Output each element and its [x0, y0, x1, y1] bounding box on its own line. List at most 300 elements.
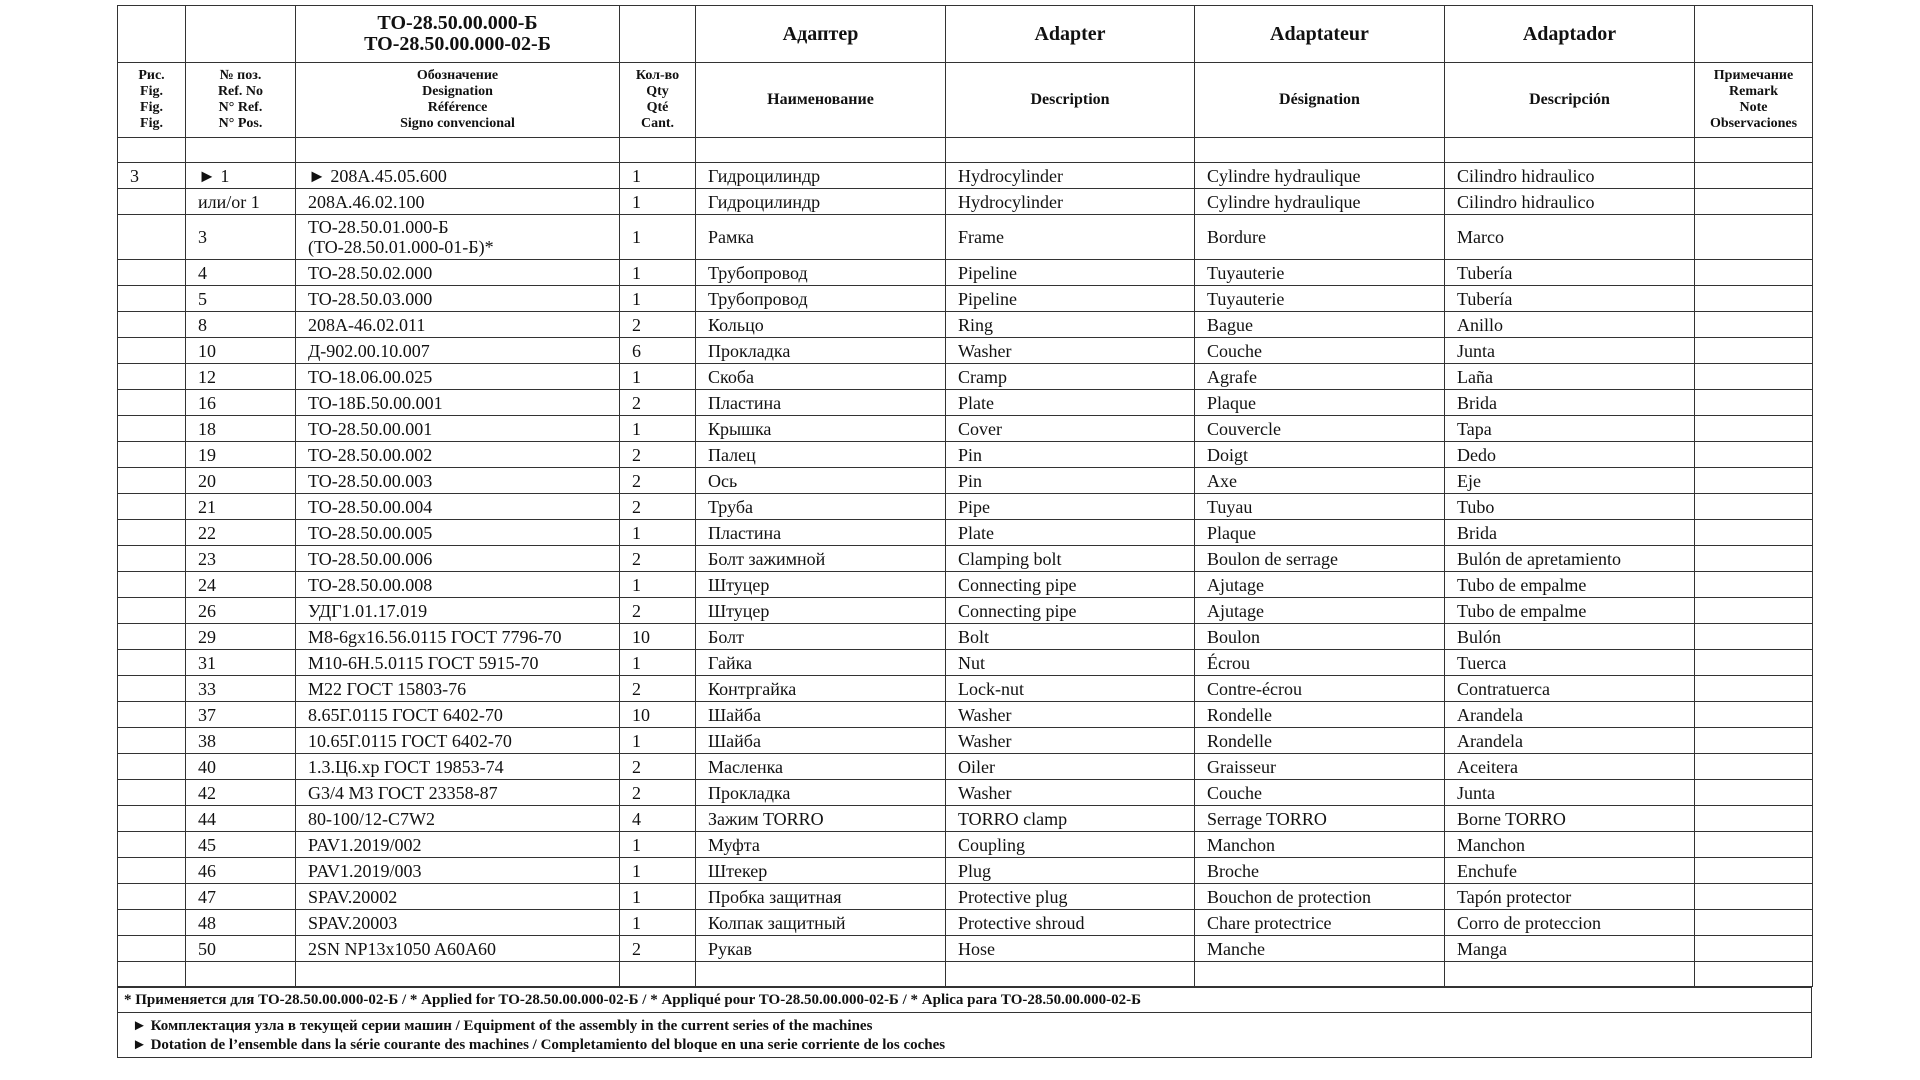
table-row — [118, 364, 1813, 390]
cell-name-fr: Manche — [1195, 936, 1445, 962]
cell-designation: М10-6Н.5.0115 ГОСТ 5915-70 — [296, 650, 620, 676]
cell-name-es: Manchon — [1445, 832, 1695, 858]
cell-name-en: Pin — [946, 442, 1195, 468]
empty-cell — [1695, 962, 1813, 987]
cell-designation: 1.3.Ц6.хр ГОСТ 19853-74 — [296, 754, 620, 780]
column-header-line: Кол-во — [635, 68, 680, 83]
cell-name-ru: Прокладка — [696, 780, 946, 806]
cell-name-fr: Bague — [1195, 312, 1445, 338]
cell-name-fr: Cylindre hydraulique — [1195, 163, 1445, 189]
table-row — [118, 260, 1813, 286]
cell-name-ru: Болт — [696, 624, 946, 650]
header-blank-note — [1695, 6, 1813, 63]
cell-name-en: Protective shroud — [946, 910, 1195, 936]
empty-cell — [118, 962, 186, 987]
cell-name-es: Tapón protector — [1445, 884, 1695, 910]
column-header-line: Ref. No — [217, 84, 264, 99]
table-row — [118, 936, 1813, 962]
cell-note — [1695, 364, 1813, 390]
table-row — [118, 728, 1813, 754]
cell-pos: 45 — [186, 832, 296, 858]
cell-qty: 1 — [620, 189, 696, 215]
cell-pos: или/or 1 — [186, 189, 296, 215]
cell-name-fr: Plaque — [1195, 520, 1445, 546]
cell-pos: 33 — [186, 676, 296, 702]
cell-designation: 8.65Г.0115 ГОСТ 6402-70 — [296, 702, 620, 728]
cell-name-es: Junta — [1445, 780, 1695, 806]
cell-pos: 26 — [186, 598, 296, 624]
cell-pos: 16 — [186, 390, 296, 416]
cell-name-ru: Скоба — [696, 364, 946, 390]
cell-name-fr: Couvercle — [1195, 416, 1445, 442]
cell-name-ru: Палец — [696, 442, 946, 468]
cell-name-es: Aceitera — [1445, 754, 1695, 780]
equipment-note-line-2: ► Dotation de l’ensemble dans la série courante des machines / Completamiento del bloque en una serie corriente de los coches — [132, 1037, 946, 1053]
table-row — [118, 910, 1813, 936]
cell-name-fr: Tuyauterie — [1195, 286, 1445, 312]
empty-cell — [946, 962, 1195, 987]
empty-cell — [186, 962, 296, 987]
table-row — [118, 650, 1813, 676]
cell-name-es: Tubería — [1445, 260, 1695, 286]
cell-name-fr: Serrage TORRO — [1195, 806, 1445, 832]
cell-fig — [118, 754, 186, 780]
cell-name-en: Nut — [946, 650, 1195, 676]
cell-qty: 2 — [620, 494, 696, 520]
cell-fig — [118, 910, 186, 936]
empty-cell — [946, 138, 1195, 163]
cell-name-en: Hose — [946, 936, 1195, 962]
cell-name-ru: Штуцер — [696, 598, 946, 624]
column-header-fig — [118, 63, 186, 138]
cell-pos: 4 — [186, 260, 296, 286]
table-row — [118, 832, 1813, 858]
cell-designation: Д-902.00.10.007 — [296, 338, 620, 364]
table-row — [118, 884, 1813, 910]
cell-name-es: Arandela — [1445, 702, 1695, 728]
cell-qty: 6 — [620, 338, 696, 364]
cell-name-en: Bolt — [946, 624, 1195, 650]
column-header-qty — [620, 63, 696, 138]
cell-fig — [118, 189, 186, 215]
cell-name-fr: Rondelle — [1195, 702, 1445, 728]
table-row — [118, 416, 1813, 442]
cell-qty: 1 — [620, 416, 696, 442]
cell-pos: 31 — [186, 650, 296, 676]
cell-fig — [118, 312, 186, 338]
cell-designation: PAV1.2019/003 — [296, 858, 620, 884]
cell-pos: 50 — [186, 936, 296, 962]
cell-note — [1695, 390, 1813, 416]
cell-name-en: Plate — [946, 520, 1195, 546]
table-row — [118, 598, 1813, 624]
cell-name-es: Junta — [1445, 338, 1695, 364]
column-header-line: N° Pos. — [218, 116, 263, 131]
column-header-name-es: Descripción — [1445, 63, 1695, 138]
cell-qty: 1 — [620, 163, 696, 189]
cell-name-es: Arandela — [1445, 728, 1695, 754]
cell-note — [1695, 936, 1813, 962]
cell-designation — [296, 215, 620, 260]
cell-qty: 2 — [620, 598, 696, 624]
cell-note — [1695, 286, 1813, 312]
column-header-line: Référence — [427, 100, 488, 115]
assembly-designation-2: ТО-28.50.00.000-02-Б — [364, 33, 551, 55]
column-header-line: Обозначение — [416, 68, 499, 83]
cell-qty: 1 — [620, 832, 696, 858]
cell-pos: 18 — [186, 416, 296, 442]
column-header-pos — [186, 63, 296, 138]
parts-list-sheet — [117, 5, 1812, 1058]
cell-qty: 2 — [620, 468, 696, 494]
cell-qty: 1 — [620, 910, 696, 936]
cell-pos: ► 1 — [186, 163, 296, 189]
column-header-line: Fig. — [140, 84, 163, 99]
cell-name-ru: Рамка — [696, 215, 946, 260]
empty-cell — [1195, 138, 1445, 163]
cell-fig — [118, 806, 186, 832]
cell-pos: 29 — [186, 624, 296, 650]
cell-qty: 2 — [620, 546, 696, 572]
spacer-row-top — [118, 138, 1813, 163]
assembly-name-ru: Адаптер — [696, 6, 946, 63]
column-header-note — [1695, 63, 1813, 138]
column-header-line: Примечание — [1713, 68, 1794, 83]
cell-name-ru: Колпак защитный — [696, 910, 946, 936]
cell-name-en: Washer — [946, 728, 1195, 754]
table-row — [118, 806, 1813, 832]
column-header-line: Designation — [422, 84, 493, 99]
cell-name-en: Coupling — [946, 832, 1195, 858]
cell-fig — [118, 442, 186, 468]
cell-pos: 24 — [186, 572, 296, 598]
cell-fig — [118, 364, 186, 390]
table-row — [118, 702, 1813, 728]
table-row — [118, 286, 1813, 312]
cell-note — [1695, 676, 1813, 702]
cell-fig — [118, 416, 186, 442]
table-row — [118, 624, 1813, 650]
cell-designation: 2SN NP13x1050 A60A60 — [296, 936, 620, 962]
cell-name-fr: Boulon — [1195, 624, 1445, 650]
cell-designation: ► 208А.45.05.600 — [296, 163, 620, 189]
cell-qty: 1 — [620, 650, 696, 676]
cell-name-ru: Трубопровод — [696, 286, 946, 312]
cell-pos: 20 — [186, 468, 296, 494]
cell-qty: 2 — [620, 754, 696, 780]
cell-pos: 37 — [186, 702, 296, 728]
cell-name-es: Borne TORRO — [1445, 806, 1695, 832]
cell-name-es: Cilindro hidraulico — [1445, 189, 1695, 215]
column-header-line: Observaciones — [1709, 116, 1798, 131]
cell-note — [1695, 572, 1813, 598]
table-row — [118, 754, 1813, 780]
cell-pos: 48 — [186, 910, 296, 936]
assembly-name-es: Adaptador — [1445, 6, 1695, 63]
cell-name-en: Cramp — [946, 364, 1195, 390]
cell-designation: SPAV.20003 — [296, 910, 620, 936]
cell-name-en: Washer — [946, 780, 1195, 806]
cell-designation: ТО-28.50.00.003 — [296, 468, 620, 494]
table-row — [118, 312, 1813, 338]
cell-name-ru: Пластина — [696, 520, 946, 546]
cell-fig — [118, 286, 186, 312]
cell-name-fr: Écrou — [1195, 650, 1445, 676]
cell-name-ru: Гидроцилиндр — [696, 163, 946, 189]
cell-note — [1695, 520, 1813, 546]
cell-note — [1695, 832, 1813, 858]
cell-name-ru: Болт зажимной — [696, 546, 946, 572]
column-header-line: Qté — [646, 100, 669, 115]
cell-qty: 2 — [620, 312, 696, 338]
empty-cell — [296, 138, 620, 163]
cell-note — [1695, 546, 1813, 572]
cell-name-ru: Масленка — [696, 754, 946, 780]
cell-fig — [118, 494, 186, 520]
cell-designation: ТО-28.50.03.000 — [296, 286, 620, 312]
table-row — [118, 390, 1813, 416]
cell-name-ru: Гидроцилиндр — [696, 189, 946, 215]
cell-name-fr: Cylindre hydraulique — [1195, 189, 1445, 215]
cell-name-en: Pipeline — [946, 286, 1195, 312]
cell-fig — [118, 520, 186, 546]
cell-fig — [118, 572, 186, 598]
column-header-line: N° Ref. — [218, 100, 263, 115]
header-blank-pos — [186, 6, 296, 63]
cell-name-en: Oiler — [946, 754, 1195, 780]
cell-fig — [118, 676, 186, 702]
cell-qty: 2 — [620, 676, 696, 702]
cell-designation: УДГ1.01.17.019 — [296, 598, 620, 624]
cell-name-es: Eje — [1445, 468, 1695, 494]
cell-name-es: Laña — [1445, 364, 1695, 390]
cell-pos: 10 — [186, 338, 296, 364]
cell-name-fr: Agrafe — [1195, 364, 1445, 390]
cell-name-en: Hydrocylinder — [946, 189, 1195, 215]
cell-designation: PAV1.2019/002 — [296, 832, 620, 858]
empty-cell — [1445, 962, 1695, 987]
cell-name-fr: Ajutage — [1195, 598, 1445, 624]
cell-note — [1695, 728, 1813, 754]
cell-name-en: Frame — [946, 215, 1195, 260]
cell-pos: 12 — [186, 364, 296, 390]
cell-name-ru: Шайба — [696, 728, 946, 754]
cell-qty: 10 — [620, 624, 696, 650]
table-row — [118, 780, 1813, 806]
cell-designation: ТО-28.50.00.002 — [296, 442, 620, 468]
cell-name-fr: Chare protectrice — [1195, 910, 1445, 936]
spacer-row-bottom — [118, 962, 1813, 987]
column-header-line: № поз. — [219, 68, 262, 83]
cell-designation: 80-100/12-C7W2 — [296, 806, 620, 832]
cell-designation: ТО-18.06.00.025 — [296, 364, 620, 390]
cell-name-es: Dedo — [1445, 442, 1695, 468]
empty-cell — [696, 138, 946, 163]
cell-fig — [118, 884, 186, 910]
cell-name-fr: Tuyauterie — [1195, 260, 1445, 286]
cell-pos: 40 — [186, 754, 296, 780]
empty-cell — [296, 962, 620, 987]
table-row — [118, 338, 1813, 364]
applied-note: * Применяется для ТО-28.50.00.000-02-Б / * Applied for ТО-28.50.00.000-02-Б / * Appliqué pour ТО-28.50.00.000-02-Б / * Aplica para ТО-28.50.00.000-02-Б — [118, 987, 1811, 1013]
cell-name-en: Connecting pipe — [946, 598, 1195, 624]
cell-name-fr: Couche — [1195, 338, 1445, 364]
cell-name-ru: Труба — [696, 494, 946, 520]
designation-line-alt: (ТО-28.50.01.000-01-Б)* — [308, 237, 494, 257]
cell-designation: 208А.46.02.100 — [296, 189, 620, 215]
cell-note — [1695, 858, 1813, 884]
cell-name-es: Tapa — [1445, 416, 1695, 442]
empty-cell — [1695, 138, 1813, 163]
cell-qty: 1 — [620, 728, 696, 754]
table-row — [118, 858, 1813, 884]
cell-name-ru: Рукав — [696, 936, 946, 962]
cell-name-fr: Manchon — [1195, 832, 1445, 858]
cell-note — [1695, 215, 1813, 260]
cell-name-en: Hydrocylinder — [946, 163, 1195, 189]
cell-name-es: Corro de proteccion — [1445, 910, 1695, 936]
cell-name-en: Pipe — [946, 494, 1195, 520]
cell-name-ru: Гайка — [696, 650, 946, 676]
cell-note — [1695, 754, 1813, 780]
header-row-titles — [118, 6, 1813, 63]
column-header-name-ru: Наименование — [696, 63, 946, 138]
cell-designation: 10.65Г.0115 ГОСТ 6402-70 — [296, 728, 620, 754]
cell-qty: 1 — [620, 884, 696, 910]
cell-note — [1695, 468, 1813, 494]
empty-cell — [620, 962, 696, 987]
table-row — [118, 468, 1813, 494]
header-blank-qty — [620, 6, 696, 63]
cell-name-es: Bulón — [1445, 624, 1695, 650]
cell-name-ru: Крышка — [696, 416, 946, 442]
cell-name-ru: Пластина — [696, 390, 946, 416]
cell-designation: ТО-28.50.00.008 — [296, 572, 620, 598]
cell-name-es: Anillo — [1445, 312, 1695, 338]
column-header-designation — [296, 63, 620, 138]
empty-cell — [1195, 962, 1445, 987]
table-row — [118, 494, 1813, 520]
cell-name-es: Tubo de empalme — [1445, 572, 1695, 598]
cell-name-ru: Трубопровод — [696, 260, 946, 286]
cell-pos: 5 — [186, 286, 296, 312]
cell-name-fr: Plaque — [1195, 390, 1445, 416]
cell-name-fr: Ajutage — [1195, 572, 1445, 598]
cell-name-ru: Зажим TORRO — [696, 806, 946, 832]
cell-note — [1695, 624, 1813, 650]
cell-name-es: Cilindro hidraulico — [1445, 163, 1695, 189]
cell-name-es: Tuerca — [1445, 650, 1695, 676]
cell-name-ru: Контргайка — [696, 676, 946, 702]
table-row — [118, 676, 1813, 702]
cell-note — [1695, 598, 1813, 624]
cell-note — [1695, 442, 1813, 468]
cell-designation: ТО-28.50.00.001 — [296, 416, 620, 442]
cell-name-es: Contratuerca — [1445, 676, 1695, 702]
cell-note — [1695, 163, 1813, 189]
header-row-columns — [118, 63, 1813, 138]
cell-name-fr: Graisseur — [1195, 754, 1445, 780]
cell-note — [1695, 260, 1813, 286]
cell-fig — [118, 936, 186, 962]
cell-name-fr: Contre-écrou — [1195, 676, 1445, 702]
cell-name-ru: Штекер — [696, 858, 946, 884]
cell-pos: 38 — [186, 728, 296, 754]
cell-name-en: Plug — [946, 858, 1195, 884]
table-row — [118, 189, 1813, 215]
table-row — [118, 163, 1813, 189]
cell-name-fr: Axe — [1195, 468, 1445, 494]
equipment-note-line-1: ► Комплектация узла в текущей серии машин / Equipment of the assembly in the current series of the machines — [132, 1018, 873, 1034]
cell-name-en: TORRO clamp — [946, 806, 1195, 832]
cell-designation: М22 ГОСТ 15803-76 — [296, 676, 620, 702]
cell-designation: ТО-28.50.02.000 — [296, 260, 620, 286]
cell-name-ru: Ось — [696, 468, 946, 494]
column-header-line: Qty — [646, 84, 669, 99]
cell-name-ru: Шайба — [696, 702, 946, 728]
cell-qty: 4 — [620, 806, 696, 832]
cell-name-fr: Tuyau — [1195, 494, 1445, 520]
cell-name-es: Tubo de empalme — [1445, 598, 1695, 624]
cell-qty: 2 — [620, 390, 696, 416]
cell-fig — [118, 390, 186, 416]
table-row — [118, 520, 1813, 546]
cell-qty: 1 — [620, 286, 696, 312]
equipment-note — [118, 1013, 1811, 1057]
cell-qty: 2 — [620, 780, 696, 806]
cell-name-en: Clamping bolt — [946, 546, 1195, 572]
column-header-name-fr: Désignation — [1195, 63, 1445, 138]
cell-fig — [118, 215, 186, 260]
table-row — [118, 546, 1813, 572]
column-header-line: Fig. — [140, 100, 163, 115]
cell-note — [1695, 806, 1813, 832]
cell-pos: 3 — [186, 215, 296, 260]
column-header-name-en: Description — [946, 63, 1195, 138]
cell-designation: ТО-28.50.00.005 — [296, 520, 620, 546]
cell-fig — [118, 858, 186, 884]
cell-name-fr: Doigt — [1195, 442, 1445, 468]
cell-note — [1695, 780, 1813, 806]
cell-fig — [118, 624, 186, 650]
cell-name-en: Washer — [946, 338, 1195, 364]
cell-fig — [118, 702, 186, 728]
empty-cell — [696, 962, 946, 987]
cell-name-en: Ring — [946, 312, 1195, 338]
assembly-designation-1: ТО-28.50.00.000-Б — [377, 12, 538, 34]
cell-pos: 22 — [186, 520, 296, 546]
cell-note — [1695, 702, 1813, 728]
cell-qty: 1 — [620, 260, 696, 286]
cell-name-en: Plate — [946, 390, 1195, 416]
cell-fig — [118, 468, 186, 494]
cell-designation: ТО-18Б.50.00.001 — [296, 390, 620, 416]
cell-name-en: Protective plug — [946, 884, 1195, 910]
cell-qty: 1 — [620, 520, 696, 546]
cell-qty: 2 — [620, 442, 696, 468]
table-row — [118, 215, 1813, 260]
cell-note — [1695, 884, 1813, 910]
cell-fig — [118, 260, 186, 286]
empty-cell — [620, 138, 696, 163]
cell-name-es: Tubo — [1445, 494, 1695, 520]
column-header-line: Signo convencional — [400, 116, 515, 131]
cell-name-es: Manga — [1445, 936, 1695, 962]
cell-qty: 1 — [620, 215, 696, 260]
cell-designation: SPAV.20002 — [296, 884, 620, 910]
cell-qty: 1 — [620, 572, 696, 598]
cell-name-es: Bulón de apretamiento — [1445, 546, 1695, 572]
